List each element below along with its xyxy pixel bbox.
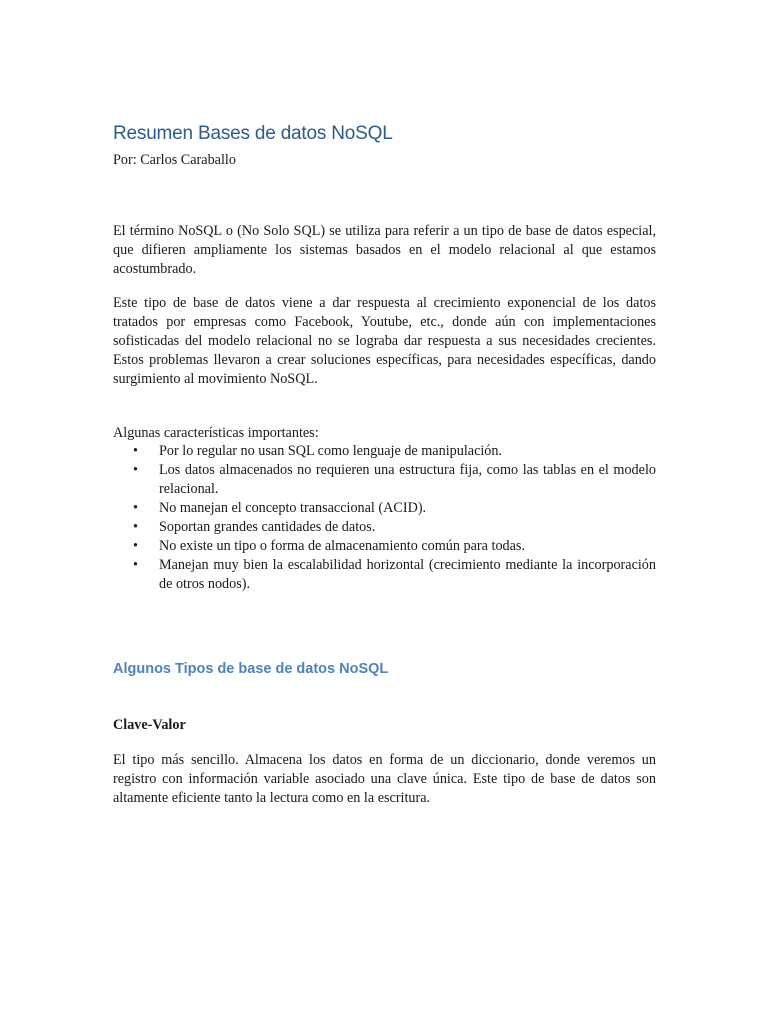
list-item-text: No existe un tipo o forma de almacenamiento común para todas. <box>159 538 526 554</box>
list-item <box>113 556 656 594</box>
bullet-icon: • <box>133 557 138 573</box>
bullet-icon: • <box>133 500 138 516</box>
bullet-icon: • <box>133 538 138 554</box>
list-item <box>113 461 656 499</box>
document-page <box>113 0 656 1024</box>
document-title: Resumen Bases de datos NoSQL <box>113 123 393 144</box>
list-item-text: Soportan grandes cantidades de datos. <box>159 519 376 535</box>
bullet-icon: • <box>133 443 138 459</box>
list-item <box>113 537 656 556</box>
list-item-text: No manejan el concepto transaccional (ACID). <box>159 500 427 516</box>
context-paragraph: Este tipo de base de datos viene a dar respuesta al crecimiento exponencial de los datos tratados por empresas como Facebook, Youtube, etc., donde aún con implementaciones sofisticadas del modelo relacional no se lograba dar respuesta a sus necesidades crecientes. Estos problemas llevaron a crear soluciones específicas, para necesidades específicas, dando surgimiento al movimiento NoSQL. <box>113 295 656 387</box>
list-item <box>113 518 656 537</box>
section-heading: Algunos Tipos de base de datos NoSQL <box>113 661 389 677</box>
list-item <box>113 442 656 461</box>
features-list <box>113 442 656 594</box>
subsection-heading: Clave-Valor <box>113 717 186 733</box>
list-item-text: Por lo regular no usan SQL como lenguaje de manipulación. <box>159 443 503 459</box>
intro-paragraph: El término NoSQL o (No Solo SQL) se utiliza para referir a un tipo de base de datos especial, que difieren ampliamente los sistemas basados en el modelo relacional al que estamos acostumbrado. <box>113 223 656 277</box>
key-value-paragraph: El tipo más sencillo. Almacena los datos en forma de un diccionario, donde veremos un registro con información variable asociado una clave única. Este tipo de base de datos son altamente eficiente tanto la lectura como en la escritura. <box>113 752 656 806</box>
list-item-text: Los datos almacenados no requieren una estructura fija, como las tablas en el modelo relacional. <box>159 462 656 497</box>
bullet-icon: • <box>133 462 138 478</box>
features-intro: Algunas características importantes: <box>113 425 319 441</box>
author-line: Por: Carlos Caraballo <box>113 152 236 168</box>
list-item <box>113 499 656 518</box>
list-item-text: Manejan muy bien la escalabilidad horizontal (crecimiento mediante la incorporación de otros nodos). <box>159 557 656 592</box>
bullet-icon: • <box>133 519 138 535</box>
